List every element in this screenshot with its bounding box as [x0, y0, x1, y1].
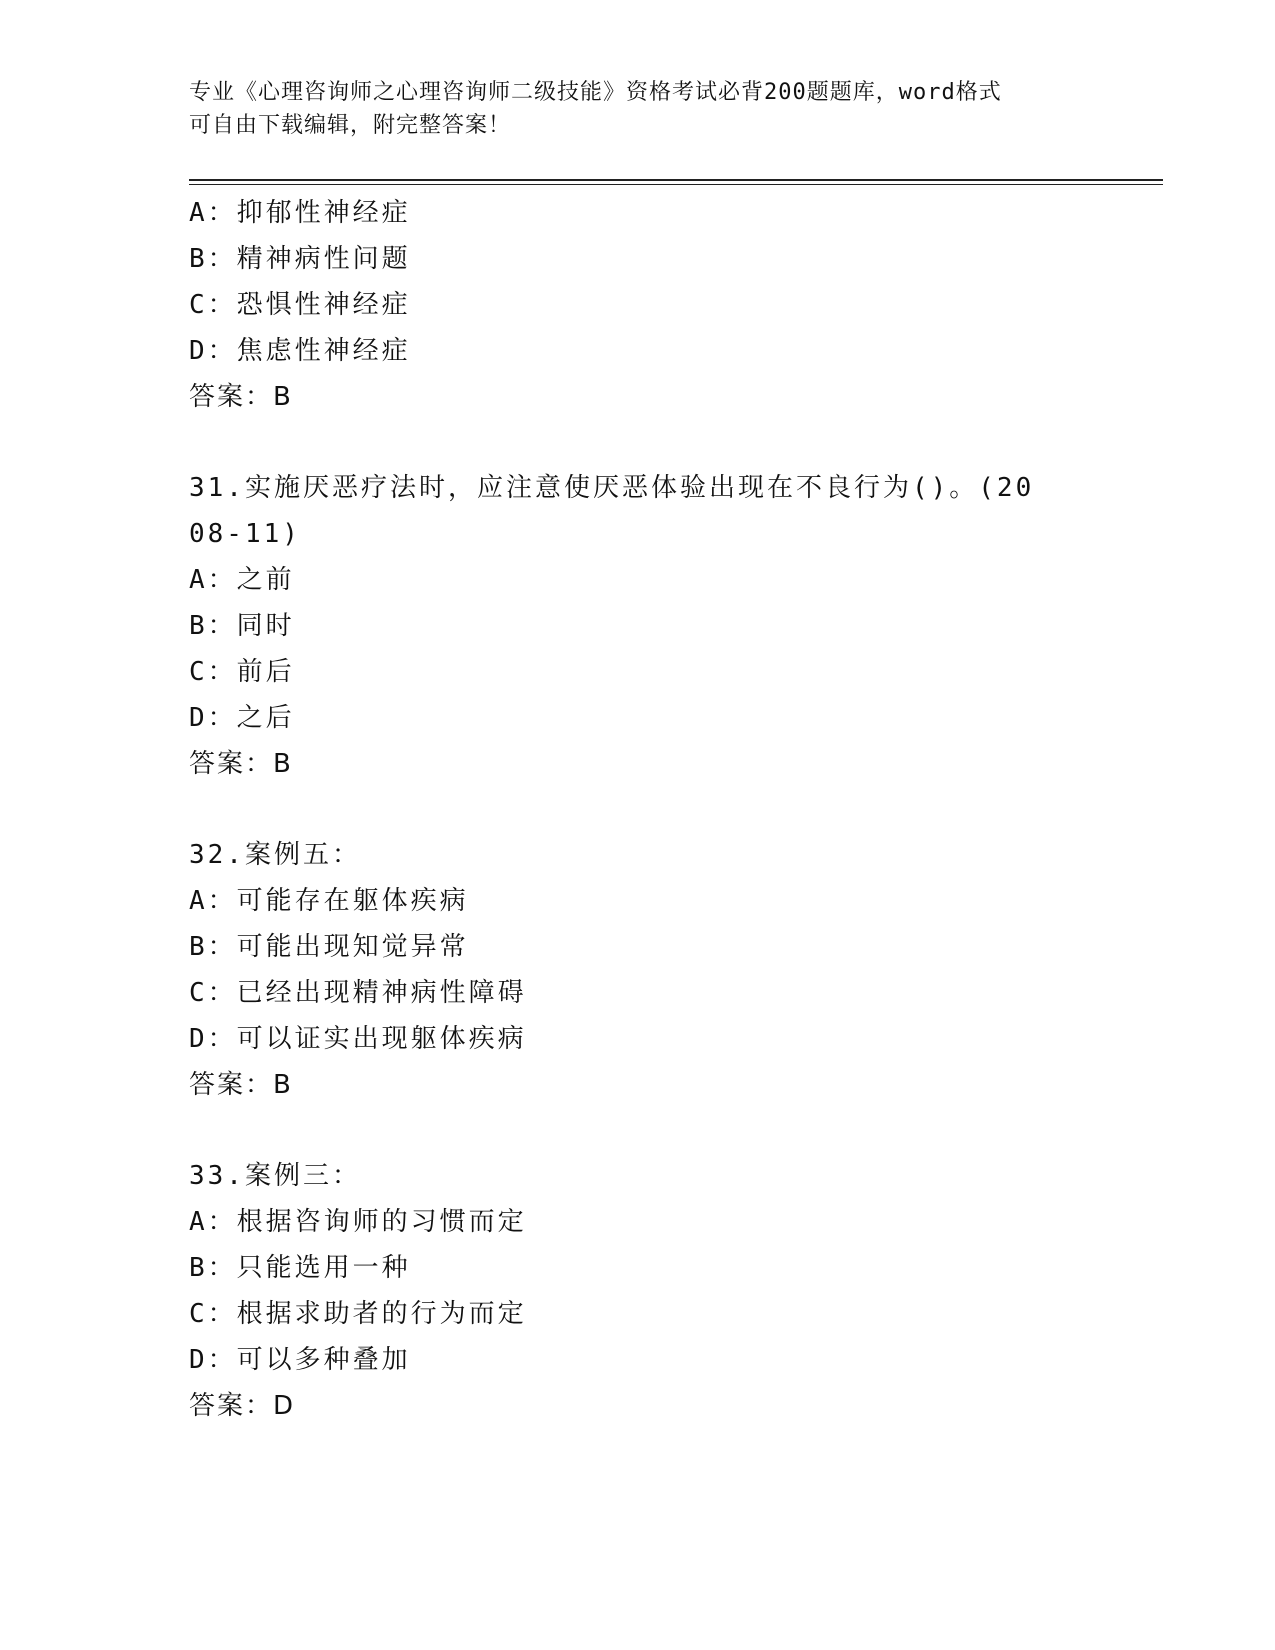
option-c: C：恐惧性神经症: [189, 290, 411, 320]
question-block-33: [189, 1153, 1089, 1429]
option-a: A：根据咨询师的习惯而定: [189, 1207, 527, 1237]
header-divider-thick: [189, 179, 1163, 181]
option-b: B：同时: [189, 611, 295, 641]
block-spacer: [189, 420, 1089, 465]
block-spacer: [189, 787, 1089, 832]
header-line-1: 专业《心理咨询师之心理咨询师二级技能》资格考试必背200题题库，word格式: [189, 80, 1002, 105]
answer-line: 答案：B: [189, 382, 293, 412]
option-b: B：可能出现知觉异常: [189, 932, 469, 962]
option-a: A：之前: [189, 565, 295, 595]
question-block-31: [189, 465, 1089, 787]
option-b: B：只能选用一种: [189, 1253, 411, 1283]
option-a: A：可能存在躯体疾病: [189, 886, 469, 916]
question-list: [189, 190, 1089, 1429]
question-text: 33.案例三：: [189, 1161, 361, 1191]
document-header: [189, 76, 1089, 142]
option-d: D：可以多种叠加: [189, 1345, 411, 1375]
answer-line: 答案：B: [189, 1070, 293, 1100]
option-c: C：根据求助者的行为而定: [189, 1299, 527, 1329]
option-c: C：已经出现精神病性障碍: [189, 978, 527, 1008]
question-text: 32.案例五：: [189, 840, 361, 870]
block-spacer: [189, 1108, 1089, 1153]
option-d: D：可以证实出现躯体疾病: [189, 1024, 527, 1054]
option-c: C：前后: [189, 657, 295, 687]
question-text: 31.实施厌恶疗法时，应注意使厌恶体验出现在不良行为()。(2008-11): [189, 473, 1035, 549]
option-b: B：精神病性问题: [189, 244, 411, 274]
answer-line: 答案：B: [189, 749, 293, 779]
option-d: D：焦虑性神经症: [189, 336, 411, 366]
answer-line: 答案：D: [189, 1391, 296, 1421]
question-block-32: [189, 832, 1089, 1108]
option-d: D：之后: [189, 703, 295, 733]
header-divider-thin: [189, 184, 1163, 185]
header-line-2: 可自由下载编辑，附完整答案！: [189, 113, 512, 138]
option-a: A：抑郁性神经症: [189, 198, 411, 228]
question-block-30: [189, 190, 1089, 420]
